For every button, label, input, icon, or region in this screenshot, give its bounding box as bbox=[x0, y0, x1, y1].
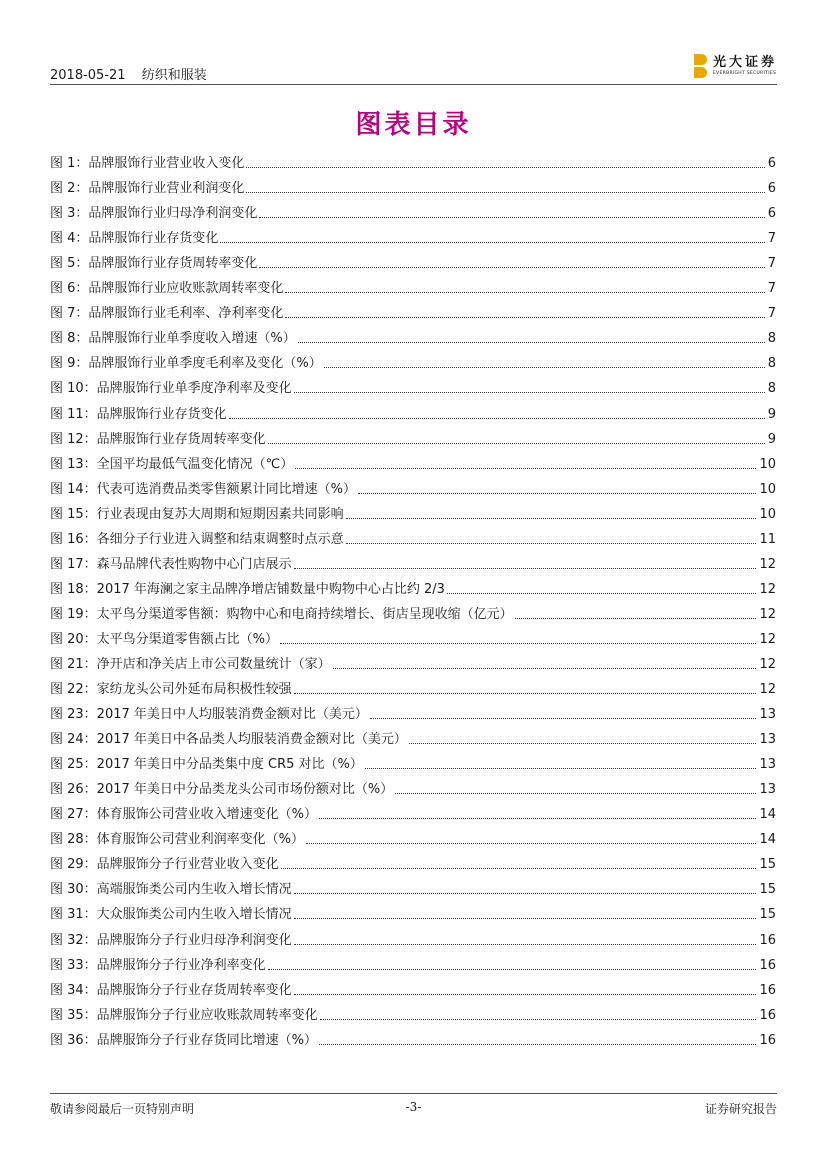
toc-entry-label[interactable]: 图 14：代表可选消费品类零售额累计同比增速（%） bbox=[50, 481, 357, 497]
toc-dot-leader bbox=[370, 718, 757, 719]
toc-dot-leader bbox=[280, 643, 756, 644]
toc-entry-label[interactable]: 图 13：全国平均最低气温变化情况（℃） bbox=[50, 456, 294, 472]
toc-entry[interactable] bbox=[50, 723, 776, 748]
toc-entry[interactable] bbox=[50, 448, 776, 473]
toc-entry-page[interactable]: 6 bbox=[767, 181, 776, 197]
toc-entry-page[interactable]: 12 bbox=[759, 656, 776, 672]
page-title: 图表目录 bbox=[355, 110, 472, 140]
toc-dot-leader bbox=[294, 568, 757, 569]
toc-dot-leader bbox=[447, 593, 757, 594]
toc-entry-label[interactable]: 图 24：2017 年美日中各品类人均服装消费金额对比（美元） bbox=[50, 732, 407, 748]
toc-entry-page[interactable]: 16 bbox=[759, 932, 776, 948]
toc-entry-page[interactable]: 14 bbox=[759, 832, 776, 848]
toc-entry[interactable] bbox=[50, 222, 776, 247]
toc-entry-page[interactable]: 16 bbox=[759, 957, 776, 973]
toc-entry[interactable] bbox=[50, 523, 776, 548]
page-number: -3- bbox=[405, 1100, 422, 1114]
toc-entry-label[interactable]: 图 35：品牌服饰分子行业应收账款周转率变化 bbox=[50, 1007, 318, 1023]
toc-entry[interactable] bbox=[50, 898, 776, 923]
logo-name-cn: 光大证券 bbox=[712, 54, 777, 70]
toc-entry[interactable] bbox=[50, 773, 776, 798]
toc-entry-label[interactable]: 图 21：净开店和净关店上市公司数量统计（家） bbox=[50, 656, 331, 672]
toc-dot-leader bbox=[333, 668, 757, 669]
toc-entry-page[interactable]: 7 bbox=[767, 256, 776, 272]
toc-dot-leader bbox=[281, 868, 757, 869]
toc-dot-leader bbox=[246, 192, 764, 193]
sector-name: 纺织和服装 bbox=[141, 68, 207, 83]
toc-entry-page[interactable]: 6 bbox=[767, 206, 776, 222]
toc-entry-page[interactable]: 8 bbox=[767, 381, 776, 397]
page-footer bbox=[50, 1093, 777, 1123]
toc-entry-page[interactable]: 9 bbox=[767, 406, 776, 422]
toc-entry-label[interactable]: 图 7：品牌服饰行业毛利率、净利率变化 bbox=[50, 306, 284, 322]
toc-entry[interactable] bbox=[50, 172, 776, 197]
toc-entry[interactable] bbox=[50, 397, 776, 422]
toc-entry[interactable] bbox=[50, 873, 776, 898]
toc-entry-page[interactable]: 12 bbox=[759, 631, 776, 647]
toc-entry[interactable] bbox=[50, 197, 776, 222]
toc-entry-label[interactable]: 图 9：品牌服饰行业单季度毛利率及变化（%） bbox=[50, 356, 322, 372]
toc-entry-page[interactable]: 16 bbox=[759, 1032, 776, 1048]
toc-dot-leader bbox=[295, 468, 756, 469]
report-date: 2018-05-21 bbox=[50, 68, 126, 83]
toc-dot-leader bbox=[365, 768, 757, 769]
toc-entry[interactable] bbox=[50, 823, 776, 848]
toc-entry-page[interactable]: 15 bbox=[759, 882, 776, 898]
toc-dot-leader bbox=[319, 818, 756, 819]
header-divider bbox=[50, 84, 777, 85]
toc-entry[interactable] bbox=[50, 473, 776, 498]
toc-entry-page[interactable]: 10 bbox=[759, 481, 776, 497]
toc-entry-page[interactable]: 13 bbox=[759, 757, 776, 773]
toc-entry-page[interactable]: 16 bbox=[759, 1007, 776, 1023]
toc-entry-label[interactable]: 图 36：品牌服饰分子行业存货同比增速（%） bbox=[50, 1032, 318, 1048]
toc-entry[interactable] bbox=[50, 999, 776, 1024]
company-logo bbox=[694, 54, 777, 78]
toc-entry[interactable] bbox=[50, 974, 776, 999]
toc-entry[interactable] bbox=[50, 372, 776, 397]
toc-entry-page[interactable]: 13 bbox=[759, 732, 776, 748]
footer-divider bbox=[50, 1093, 777, 1094]
toc-entry-page[interactable]: 10 bbox=[759, 506, 776, 522]
toc-entry-label[interactable]: 图 32：品牌服饰分子行业归母净利润变化 bbox=[50, 932, 292, 948]
toc-entry-label[interactable]: 图 12：品牌服饰行业存货周转率变化 bbox=[50, 431, 266, 447]
toc-dot-leader bbox=[346, 543, 757, 544]
header-meta bbox=[50, 64, 219, 83]
toc-entry[interactable] bbox=[50, 498, 776, 523]
toc-entry-page[interactable]: 14 bbox=[759, 807, 776, 823]
toc-entry-page[interactable]: 12 bbox=[759, 682, 776, 698]
toc-entry-page[interactable]: 7 bbox=[767, 281, 776, 297]
toc-entry[interactable] bbox=[50, 949, 776, 974]
toc-dot-leader bbox=[346, 518, 757, 519]
toc-entry-label[interactable]: 图 3：品牌服饰行业归母净利润变化 bbox=[50, 206, 258, 222]
toc-entry-page[interactable]: 11 bbox=[759, 531, 776, 547]
toc-entry-label[interactable]: 图 6：品牌服饰行业应收账款周转率变化 bbox=[50, 281, 284, 297]
toc-dot-leader bbox=[268, 969, 757, 970]
toc-entry-label[interactable]: 图 20：太平鸟分渠道零售额占比（%） bbox=[50, 631, 279, 647]
toc-entry-label[interactable]: 图 15：行业表现由复苏大周期和短期因素共同影响 bbox=[50, 506, 344, 522]
toc-entry-page[interactable]: 9 bbox=[767, 431, 776, 447]
toc-entry[interactable] bbox=[50, 798, 776, 823]
table-of-figures bbox=[50, 147, 776, 1049]
toc-dot-leader bbox=[259, 217, 764, 218]
toc-entry-page[interactable]: 15 bbox=[759, 907, 776, 923]
logo-mark-icon bbox=[694, 54, 707, 78]
toc-entry-page[interactable]: 7 bbox=[767, 231, 776, 247]
toc-entry[interactable] bbox=[50, 698, 776, 723]
toc-dot-leader bbox=[259, 267, 764, 268]
toc-dot-leader bbox=[294, 994, 757, 995]
toc-entry-page[interactable]: 8 bbox=[767, 331, 776, 347]
toc-entry-label[interactable]: 图 26：2017 年美日中分品类龙头公司市场份额对比（%） bbox=[50, 782, 394, 798]
toc-entry[interactable] bbox=[50, 247, 776, 272]
toc-entry[interactable] bbox=[50, 848, 776, 873]
toc-dot-leader bbox=[395, 793, 756, 794]
toc-entry-label[interactable]: 图 25：2017 年美日中分品类集中度 CR5 对比（%） bbox=[50, 757, 363, 773]
toc-entry-page[interactable]: 12 bbox=[759, 606, 776, 622]
toc-dot-leader bbox=[268, 443, 765, 444]
toc-entry[interactable] bbox=[50, 648, 776, 673]
toc-dot-leader bbox=[229, 418, 765, 419]
toc-entry-label[interactable]: 图 16：各细分子行业进入调整和结束调整时点示意 bbox=[50, 531, 344, 547]
toc-dot-leader bbox=[294, 392, 765, 393]
toc-dot-leader bbox=[298, 342, 765, 343]
toc-entry-label[interactable]: 图 28：体育服饰公司营业利润率变化（%） bbox=[50, 832, 305, 848]
toc-dot-leader bbox=[294, 944, 757, 945]
toc-entry[interactable] bbox=[50, 748, 776, 773]
toc-dot-leader bbox=[306, 843, 756, 844]
toc-entry-page[interactable]: 8 bbox=[767, 356, 776, 372]
toc-entry[interactable] bbox=[50, 548, 776, 573]
toc-entry-label[interactable]: 图 23：2017 年美日中人均服装消费金额对比（美元） bbox=[50, 707, 368, 723]
toc-entry[interactable] bbox=[50, 147, 776, 172]
toc-dot-leader bbox=[285, 292, 764, 293]
toc-entry-page[interactable]: 12 bbox=[759, 556, 776, 572]
toc-dot-leader bbox=[294, 693, 757, 694]
toc-entry[interactable] bbox=[50, 347, 776, 372]
toc-entry-page[interactable]: 7 bbox=[767, 306, 776, 322]
toc-entry[interactable] bbox=[50, 623, 776, 648]
toc-entry-label[interactable]: 图 4：品牌服饰行业存货变化 bbox=[50, 231, 219, 247]
toc-entry-page[interactable]: 13 bbox=[759, 707, 776, 723]
toc-entry[interactable] bbox=[50, 297, 776, 322]
toc-dot-leader bbox=[285, 317, 764, 318]
toc-entry-label[interactable]: 图 1：品牌服饰行业营业收入变化 bbox=[50, 156, 245, 172]
toc-entry[interactable] bbox=[50, 423, 776, 448]
toc-entry-label[interactable]: 图 30：高端服饰类公司内生收入增长情况 bbox=[50, 882, 292, 898]
logo-name-en: EVERBRIGHT SECURITIES bbox=[712, 70, 777, 76]
toc-entry-label[interactable]: 图 17：森马品牌代表性购物中心门店展示 bbox=[50, 556, 292, 572]
toc-entry-page[interactable]: 12 bbox=[759, 581, 776, 597]
toc-entry-label[interactable]: 图 29：品牌服饰分子行业营业收入变化 bbox=[50, 857, 279, 873]
toc-dot-leader bbox=[294, 893, 757, 894]
toc-entry[interactable] bbox=[50, 272, 776, 297]
toc-entry-label[interactable]: 图 33：品牌服饰分子行业净利率变化 bbox=[50, 957, 266, 973]
toc-entry-page[interactable]: 10 bbox=[759, 456, 776, 472]
toc-entry-page[interactable]: 6 bbox=[767, 156, 776, 172]
document-type: 证券研究报告 bbox=[704, 1102, 777, 1116]
toc-entry-page[interactable]: 13 bbox=[759, 782, 776, 798]
toc-entry-label[interactable]: 图 31：大众服饰类公司内生收入增长情况 bbox=[50, 907, 292, 923]
toc-entry-label[interactable]: 图 5：品牌服饰行业存货周转率变化 bbox=[50, 256, 258, 272]
toc-dot-leader bbox=[324, 367, 765, 368]
logo-text bbox=[713, 56, 777, 77]
toc-entry[interactable] bbox=[50, 598, 776, 623]
toc-entry[interactable] bbox=[50, 923, 776, 948]
toc-entry[interactable] bbox=[50, 573, 776, 598]
toc-entry-label[interactable]: 图 2：品牌服饰行业营业利润变化 bbox=[50, 181, 245, 197]
toc-entry[interactable] bbox=[50, 673, 776, 698]
toc-entry-label[interactable]: 图 27：体育服饰公司营业收入增速变化（%） bbox=[50, 807, 318, 823]
toc-entry[interactable] bbox=[50, 1024, 776, 1049]
toc-entry-label[interactable]: 图 10：品牌服饰行业单季度净利率及变化 bbox=[50, 381, 292, 397]
toc-entry-label[interactable]: 图 8：品牌服饰行业单季度收入增速（%） bbox=[50, 331, 296, 347]
toc-entry-label[interactable]: 图 22：家纺龙头公司外延布局积极性较强 bbox=[50, 682, 292, 698]
toc-entry-label[interactable]: 图 11：品牌服饰行业存货变化 bbox=[50, 406, 227, 422]
toc-entry-label[interactable]: 图 34：品牌服饰分子行业存货周转率变化 bbox=[50, 982, 292, 998]
toc-entry-page[interactable]: 16 bbox=[759, 982, 776, 998]
toc-dot-leader bbox=[294, 918, 757, 919]
toc-dot-leader bbox=[320, 1019, 757, 1020]
toc-dot-leader bbox=[358, 493, 756, 494]
toc-dot-leader bbox=[515, 618, 757, 619]
toc-dot-leader bbox=[220, 242, 764, 243]
page-header bbox=[50, 52, 777, 82]
toc-entry-page[interactable]: 15 bbox=[759, 857, 776, 873]
toc-entry[interactable] bbox=[50, 322, 776, 347]
toc-entry-label[interactable]: 图 18：2017 年海澜之家主品牌净增店铺数量中购物中心占比约 2/3 bbox=[50, 581, 445, 597]
toc-dot-leader bbox=[409, 743, 757, 744]
toc-entry-label[interactable]: 图 19：太平鸟分渠道零售额：购物中心和电商持续增长、街店呈现收缩（亿元） bbox=[50, 606, 513, 622]
footer-disclaimer: 敬请参阅最后一页特别声明 bbox=[50, 1102, 195, 1116]
toc-dot-leader bbox=[246, 167, 764, 168]
toc-dot-leader bbox=[319, 1044, 756, 1045]
